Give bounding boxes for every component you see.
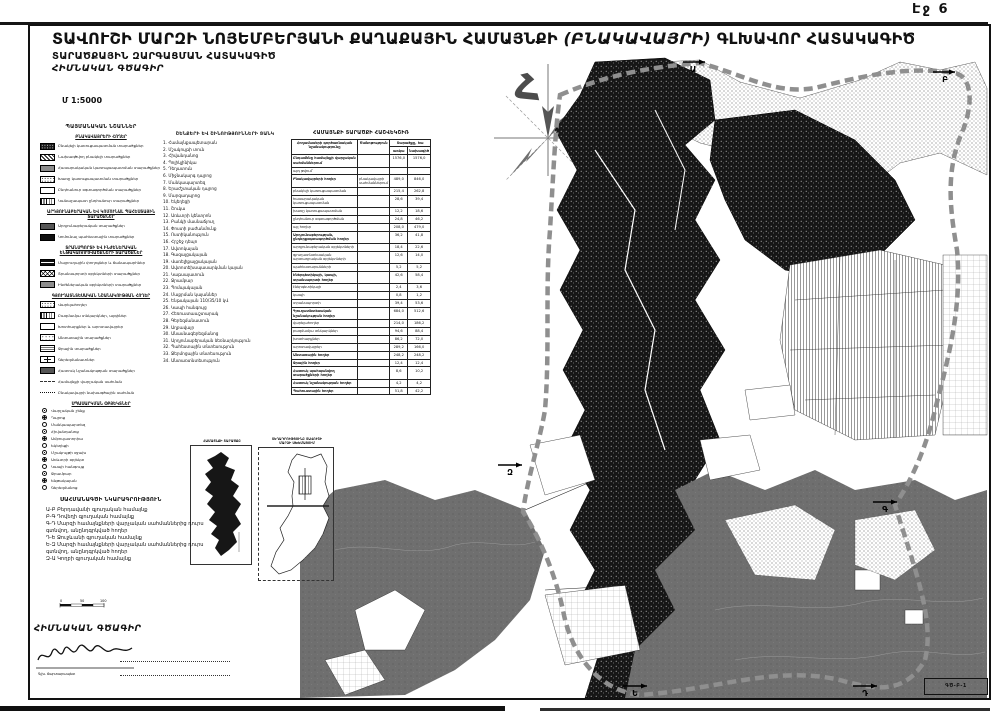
marz-outline xyxy=(259,448,331,578)
main-map xyxy=(295,50,990,698)
col-note: Ծանոթություն xyxy=(358,139,390,155)
table-cell-existing: 489,0 xyxy=(390,175,408,187)
object-line: 6. Միջնակարգ դպրոց xyxy=(163,172,212,178)
legend-item-label: Մանկապարտեզ xyxy=(51,421,86,427)
legend-section-header: ՏՐԱՆՍՊՈՐՏԻ ԵՎ ԻՆԺԵՆԵՐԱԿԱՆ ԵՆԹԱԿԱՌՈՒՑՎԱԾՔՆԵՐԻ ՏԱՐԱԾՔՆԵՐ xyxy=(59,245,143,256)
table-cell-label: այլ հողեր xyxy=(292,223,358,231)
svg-text:Ե: Ե xyxy=(632,689,638,698)
table-title: ՀԱՄԱՅՆՔԻ ՏԱՐԱԾՔԻ ՀԱՇՎԵԿՇԻՌ xyxy=(313,130,409,136)
object-line: 5. Դեղատուն xyxy=(163,166,193,172)
svg-text:Ա: Ա xyxy=(689,65,697,74)
legend-item-label: Կոմունալ պահեստային տարածքներ xyxy=(58,234,135,240)
table-cell-design: 72,0 xyxy=(408,335,431,343)
legend-swatch-stipple-icon xyxy=(40,334,55,341)
legend-item-label: Հասարակական կառուցապատման տարածքներ xyxy=(58,165,160,171)
legend-swatch-wave-icon xyxy=(40,345,55,352)
table-cell-existing: 36,2 xyxy=(390,231,408,243)
legend-item-label: Բազմամյա տնկարկներ, այգիներ xyxy=(58,312,127,318)
col-existing: առկա xyxy=(390,147,408,155)
legend-item-label: Համայնքի վարչական սահման xyxy=(58,378,123,384)
table-cell-label: բնակելի կառուցապատման xyxy=(292,187,358,195)
table-cell-label: Անտառային հողեր xyxy=(292,351,358,359)
legend-item xyxy=(40,376,162,387)
col-label: Հողամասերի գործառնական նշանակությունը xyxy=(292,139,358,155)
legend-item-label: Ենթակայան xyxy=(51,477,77,483)
legend-item xyxy=(40,387,162,398)
object-line: 23. Պոմպակայան xyxy=(163,285,203,291)
legend xyxy=(40,124,162,491)
object-line: 7. Մանկապարտեզ xyxy=(163,179,206,185)
signature-line-1 xyxy=(120,660,230,662)
object-line: 30. Անասնագերեզմանոց xyxy=(163,331,219,337)
legend-item-label: Նախագծվող բնակելի տարածքներ xyxy=(58,154,131,160)
legend-swatch-hatchv-icon xyxy=(40,312,55,319)
table-cell-label: Արդյունաբերության, ընդերքօգտագործման հողեր xyxy=(292,231,358,243)
table-cell-design: 1576,0 xyxy=(408,155,431,167)
field-parcel xyxy=(700,435,760,480)
legend-circle-icon xyxy=(42,415,47,420)
legend-swatch-dots-icon xyxy=(40,176,55,183)
table-cell-note: բնակավայրի սահմաններում xyxy=(358,175,390,187)
legend-item-label: Առևտրի օբյեկտ xyxy=(51,456,85,462)
table-cell-existing: 42,6 xyxy=(390,271,408,283)
legend-circle-icon xyxy=(42,436,47,441)
table-cell-label: խոտհարքներ xyxy=(292,335,358,343)
legend-circle-item xyxy=(40,477,162,484)
field-parcel xyxy=(745,385,795,420)
svg-text:Զ: Զ xyxy=(507,468,513,477)
legend-item xyxy=(40,196,162,207)
field-parcel xyxy=(545,585,640,665)
boundary-item: Զ-Ա Կողբի գյուղական համայնք xyxy=(46,555,132,562)
legend-circle-icon xyxy=(42,422,47,427)
table-cell-existing: 2,4 xyxy=(390,284,408,292)
drawing-label: ՀԻՄՆԱԿԱՆ ԳԾԱԳԻՐ xyxy=(34,624,142,634)
object-line: 32. Պահեստային տնտեսություն xyxy=(163,344,235,350)
table-cell-design: 12,4 xyxy=(408,359,431,367)
table-cell-existing: 208,0 xyxy=(390,223,408,231)
table-cell-label: էներգետիկայի xyxy=(292,284,358,292)
legend-item-label: Կապի հանգույց xyxy=(51,463,85,469)
table-cell-existing: 5,2 xyxy=(390,264,408,272)
table-cell-existing: 289,2 xyxy=(390,343,408,351)
legend-circle-item xyxy=(40,407,162,414)
orchard-parcels xyxy=(780,250,955,440)
table-cell-label: գյուղատնտեսական արտադրական օբյեկտների xyxy=(292,251,358,263)
legend-item xyxy=(40,232,162,243)
legend-section-header: ՍՊԱՍԱՐԿՄԱՆ ՕԲՅԵԿՏՆԵՐ xyxy=(71,400,131,406)
sheet-subtitle: ՏԱՐԱԾՔԱՅԻՆ ԶԱՐԳԱՑՄԱՆ ՀԱՏԱԿԱԳԻԾ xyxy=(52,51,276,62)
objects-list xyxy=(163,132,287,364)
svg-text:Բ: Բ xyxy=(942,75,948,84)
table-cell-existing: 12,2 xyxy=(390,207,408,215)
object-line: 17. Ավտոկայան xyxy=(163,245,199,251)
legend-swatch-dash-icon xyxy=(40,381,55,382)
table-cell-existing: 28,6 xyxy=(390,195,408,207)
page-number: Էջ 6 xyxy=(912,2,950,17)
legend-circle-icon xyxy=(42,457,47,462)
svg-text:100: 100 xyxy=(100,599,107,603)
table-cell-existing: 0,8 xyxy=(390,292,408,300)
object-line: 19. Վառելիքալցակայան xyxy=(163,258,217,264)
col-area: Տարածքը, հա xyxy=(390,139,431,147)
table-cell-design: 46,2 xyxy=(408,215,431,223)
object-line: 4. Պոլիկլինիկա xyxy=(163,159,197,165)
legend-swatch-gray-icon xyxy=(40,281,55,288)
object-line: 33. Ջերմոցային տնտեսություն xyxy=(163,351,232,356)
legend-section-header: ԲՆԱԿԱՎԱՅՐԵՐԻ ՀՈՂԵՐ xyxy=(75,134,127,139)
boundaries-header: ՍԱՀՄԱՆԱԳԾԻ ՆԿԱՐԱԳՐՈՒԹՅՈՒՆ xyxy=(60,497,162,503)
legend-circle-icon xyxy=(42,478,47,483)
table-cell-existing: 248,2 xyxy=(390,351,408,359)
scan-artifact xyxy=(0,706,505,711)
legend-item xyxy=(40,152,162,163)
boundary-descriptions xyxy=(46,497,218,563)
boundary-marker-z xyxy=(498,463,522,478)
legend-item-label: Արդյունաբերական տարածքներ xyxy=(58,223,125,229)
legend-item xyxy=(40,343,162,354)
legend-swatch-dots-icon xyxy=(40,301,55,308)
legend-item-label: Հիվանդանոց xyxy=(51,428,79,434)
object-line: 14. Փոստի բաժանմունք xyxy=(163,225,217,231)
legend-swatch-hatchd-icon xyxy=(40,154,55,161)
title-pre: ՏԱՎՈՒՇԻ ՄԱՐԶԻ ՆՈՅԵՄԲԵՐՅԱՆԻ ՔԱՂԱՔԱՅԻՆ ՀԱՄԱՅՆՔԻ xyxy=(52,29,564,48)
legend-circle-item xyxy=(40,442,162,449)
inset-marz-title-2: ՄԱՐԶԻ ՍԽԵՄԱՅՈՒՄ xyxy=(279,440,315,445)
legend-section-header: ԱՐԴՅՈՒՆԱԲԵՐԱԿԱՆ ԵՎ ԿՈՄՈՒՆԱԼ ՊԱՀԵՍՏԱՅԻՆ ՏԱՐԱԾՔՆԵՐ xyxy=(46,209,156,220)
object-line: 24. Մաքրման կայաններ xyxy=(163,291,217,297)
legend-circle-item xyxy=(40,428,162,435)
legend-circle-item xyxy=(40,414,162,421)
table-cell-design: 166,0 xyxy=(408,343,431,351)
signature-caption: Գլխ. ճարտարապետ xyxy=(38,672,76,676)
table-cell-label: արդյունաբերական օբյեկտների xyxy=(292,243,358,251)
legend-item-label: Խառը կառուցապատման տարածքներ xyxy=(58,176,139,182)
table-cell-design: 5,2 xyxy=(408,264,431,272)
table-cell-existing: 215,4 xyxy=(390,187,408,195)
table-cell-label: ընդհանուր օգտագործման xyxy=(292,215,358,223)
signature-line-2 xyxy=(120,671,230,676)
legend-item-label: Գերեզմանատներ xyxy=(58,356,95,362)
svg-text:Դ: Դ xyxy=(862,689,868,698)
table-cell-existing: 8,6 xyxy=(390,367,408,379)
inset-community-title: ՀԱՄԱՅՆՔԻ ՏԱՐԱԾՔԸ xyxy=(203,439,241,443)
legend-item-label: Մայրուղային փողոցներ և ճանապարհներ xyxy=(58,259,146,265)
title-post: ԳԼԽԱՎՈՐ ՀԱՏԱԿԱԳԻԾ xyxy=(710,29,916,48)
object-line: 10. Եկեղեցի xyxy=(163,199,190,205)
table-cell-design: 58,4 xyxy=(408,271,431,283)
object-line: 16. Հրշեջ դեպո xyxy=(163,238,198,244)
legend-title: ՊԱՅՄԱՆԱԿԱՆ ՆՇԱՆՆԵՐ xyxy=(65,124,137,130)
legend-list xyxy=(40,134,162,491)
legend-circle-item xyxy=(40,435,162,442)
objects-header: ՇԵՆՔԵՐԻ ԵՎ ՇԻՆՈՒԹՅՈՒՆՆԵՐԻ ՑԱՆԿ xyxy=(175,132,275,137)
legend-item xyxy=(40,321,162,332)
table-cell-existing: 51,8 xyxy=(390,387,408,395)
legend-circle-item xyxy=(40,456,162,463)
table-cell-design: 186,2 xyxy=(408,320,431,328)
table-cell-existing: 86,2 xyxy=(390,335,408,343)
table-cell-design: 4,2 xyxy=(408,379,431,387)
table-cell-design: 41,8 xyxy=(408,231,431,243)
legend-section-header: ԳՅՈՒՂԱՏՆՏԵՍԱԿԱՆ ՆՇԱՆԱԿՈՒԹՅԱՆ ՀՈՂԵՐ xyxy=(51,292,151,298)
legend-item-label: Անտառային տարածքներ xyxy=(58,334,111,340)
table-cell-design: 53,6 xyxy=(408,300,431,308)
legend-item-label: Ընդհանուր օգտագործման տարածքներ xyxy=(58,187,141,193)
object-line: 13. Բանկի մասնաճյուղ xyxy=(163,219,215,225)
table-cell-design: 1,2 xyxy=(408,292,431,300)
object-line: 18. Գազալցակայան xyxy=(163,252,208,258)
legend-item xyxy=(40,332,162,343)
scan-artifact xyxy=(540,708,990,711)
table-cell-label: խառը կառուցապատման xyxy=(292,207,358,215)
legend-item-label: Եկեղեցի xyxy=(51,442,69,448)
object-line: 25. Ենթակայան 110/35/10 կՎ xyxy=(163,298,229,304)
legend-item-label: Գերեզմանոց xyxy=(51,484,78,490)
table-cell-label: Էներգետիկայի, կապի, տրանսպորտի հողեր xyxy=(292,271,358,283)
object-line: 9. Մարզադպրոց xyxy=(163,192,200,198)
object-line: 26. Կապի հանգույց xyxy=(163,304,207,310)
legend-swatch-hatchx-icon xyxy=(40,270,55,277)
table-cell-label: Հատուկ նշանակության հողեր xyxy=(292,379,358,387)
table-cell-label: արոտավայրեր xyxy=(292,343,358,351)
table-cell-existing: 214,0 xyxy=(390,320,408,328)
legend-item-label: Տրանսպորտի օբյեկտների տարածքներ xyxy=(58,270,140,276)
table-cell-label: վարելահողեր xyxy=(292,320,358,328)
legend-item-label: Հատուկ նշանակության տարածքներ xyxy=(58,367,135,373)
sheet-code: ԳԾ-Բ-1 xyxy=(924,678,988,695)
table-cell-label: Ջրային հողեր xyxy=(292,359,358,367)
legend-swatch-white-icon xyxy=(40,323,55,330)
legend-circle-icon xyxy=(42,429,47,434)
object-line: 27. Հեռուստաաշտարակ xyxy=(163,311,219,317)
legend-item-label: Ամբուլատորիա xyxy=(51,435,83,441)
table-cell-existing: 4,2 xyxy=(390,379,408,387)
legend-swatch-gray-icon xyxy=(40,165,55,172)
legend-circle-icon xyxy=(42,450,47,455)
legend-item xyxy=(40,354,162,365)
table-cell-existing: 684,0 xyxy=(390,307,408,319)
scale-label: Մ 1:5000 xyxy=(62,96,103,105)
legend-circle-icon xyxy=(42,408,47,413)
table-cell-existing: 39,4 xyxy=(390,300,408,308)
legend-item-label: Դպրոց xyxy=(51,414,66,420)
legend-item-label: Ինժեներական օբյեկտների տարածքներ xyxy=(58,281,142,287)
table-cell-existing: 94,6 xyxy=(390,328,408,336)
table-cell-design: 22,6 xyxy=(408,243,431,251)
legend-circle-icon xyxy=(42,464,47,469)
object-line: 12. Առևտրի կենտրոն xyxy=(163,212,212,218)
boundary-item: Բ-Գ Դովեղի գյուղական համայնք xyxy=(46,514,135,521)
legend-item xyxy=(40,310,162,321)
table-cell-existing: 12,4 xyxy=(390,359,408,367)
table-cell-label: Հատուկ պահպանվող տարածքների հողեր xyxy=(292,367,358,379)
legend-item xyxy=(40,299,162,310)
table-cell-label: հասարակական կառուցապատման xyxy=(292,195,358,207)
scale-bar xyxy=(58,598,118,612)
object-line: 22. Ջրամբար xyxy=(163,278,193,284)
object-line: 1. Համայնքապետարան xyxy=(163,140,217,145)
object-line: 11. Շուկա xyxy=(163,205,186,211)
table-cell-label: կապի xyxy=(292,292,358,300)
col-design: նախագիծ xyxy=(408,147,431,155)
boundaries-body xyxy=(46,507,218,562)
legend-item xyxy=(40,365,162,376)
field-parcel xyxy=(905,610,923,624)
legend-item-label: Վարելահողեր xyxy=(58,301,87,307)
legend-circle-item xyxy=(40,484,162,491)
object-line: 29. Աղբավայր xyxy=(163,324,195,330)
legend-item xyxy=(40,163,162,174)
table-cell-design: 479,0 xyxy=(408,223,431,231)
table-cell-label: Գյուղատնտեսական նշանակության հողեր xyxy=(292,307,358,319)
object-line: 20. Ավտոտեխսպասարկման կայան xyxy=(163,265,243,271)
legend-circle-item xyxy=(40,470,162,477)
legend-swatch-urban-icon xyxy=(40,143,55,150)
boundary-item: Դ-Ե Ջուջևանի գյուղական համայնք xyxy=(46,534,143,541)
table-cell-label: այդ թվում՝ xyxy=(292,167,358,175)
table-cell-design: 512,6 xyxy=(408,307,431,319)
legend-circle-icon xyxy=(42,471,47,476)
legend-item xyxy=(40,185,162,196)
legend-circle-item xyxy=(40,449,162,456)
table-cell-label: Բնակավայրերի հողեր xyxy=(292,175,358,187)
svg-text:50: 50 xyxy=(80,599,85,603)
legend-item xyxy=(40,174,162,185)
table-cell-existing: 18,4 xyxy=(390,243,408,251)
legend-item xyxy=(40,268,162,279)
table-cell-existing: 1576,0 xyxy=(390,155,408,167)
legend-swatch-road-icon xyxy=(40,259,55,266)
object-line: 21. Կաթսայատուն xyxy=(163,271,205,277)
object-line: 2. Մշակույթի տուն xyxy=(163,146,205,152)
legend-circle-item xyxy=(40,421,162,428)
table-cell-design: 3,6 xyxy=(408,284,431,292)
legend-item xyxy=(40,221,162,232)
object-line: 15. Ոստիկանություն xyxy=(163,232,209,238)
svg-text:Գ: Գ xyxy=(882,505,888,514)
table-cell-label: Ընդամենը համայնքի վարչական սահմաններում xyxy=(292,155,358,167)
table-cell-existing: 24,8 xyxy=(390,215,408,223)
legend-circle-item xyxy=(40,463,162,470)
boundary-item: Ա-Բ Բերդավանի գյուղական համայնք xyxy=(46,507,148,513)
legend-item-label: Բնակելի կառուցապատման տարածքներ xyxy=(58,143,144,149)
legend-item-label: Բնակավայրի նախագծային սահման xyxy=(58,389,135,395)
table-cell-design: 248,2 xyxy=(408,351,431,359)
table-cell-design: 42,2 xyxy=(408,387,431,395)
object-line: 8. Երաժշտական դպրոց xyxy=(163,186,217,192)
svg-text:0: 0 xyxy=(60,599,63,603)
object-line: 28. Գերեզմանատուն xyxy=(163,318,210,324)
legend-item-label: Մշակույթի օջախ xyxy=(51,449,87,455)
object-line: 31. Արդյունաբերական ձեռնարկություն xyxy=(163,337,251,343)
legend-item xyxy=(40,257,162,268)
north-letter: Հ xyxy=(508,64,544,113)
inset-marz xyxy=(258,438,336,581)
legend-swatch-white-icon xyxy=(40,187,55,194)
sheet-title xyxy=(52,29,962,48)
legend-item-label: Ջրամբար xyxy=(51,470,72,476)
title-em: (ԲՆԱԿԱՎԱՅՐԻ) xyxy=(563,29,711,48)
table-cell-design: 18,6 xyxy=(408,207,431,215)
object-line: 34. Անտառտնտեսություն xyxy=(163,357,220,363)
legend-swatch-cross-icon xyxy=(40,356,55,363)
objects-body xyxy=(163,140,287,364)
table-cell-label: բազմամյա տնկարկներ xyxy=(292,328,358,336)
boundary-item: Գ-Դ Մարզի համայնքների վարչական սահմաններից դուրս գտնվող, անընդգրկված հողեր xyxy=(46,521,204,534)
legend-item-label: Ջրային տարածքներ xyxy=(58,345,101,351)
table-cell-label: պահեստարանների xyxy=(292,264,358,272)
legend-swatch-dash2-icon xyxy=(40,392,55,393)
table-cell-label: տրանսպորտի xyxy=(292,300,358,308)
sheet-subtitle2: ՀԻՄՆԱԿԱՆ ԳԾԱԳԻՐ xyxy=(52,64,164,74)
legend-swatch-hatchv-icon xyxy=(40,198,55,205)
table-cell-design: 88,4 xyxy=(408,328,431,336)
table-cell-design: 846,0 xyxy=(408,175,431,187)
table-cell-label: Պահուստային հողեր xyxy=(292,387,358,395)
table-cell-design: 14,0 xyxy=(408,251,431,263)
table-cell-design: 262,8 xyxy=(408,187,431,195)
table-cell-existing: 12,6 xyxy=(390,251,408,263)
boundary-item: Ե-Զ Մարզի համայնքների վարչական սահմաններից դուրս գտնվող, անընդգրկված հողեր xyxy=(46,542,204,555)
legend-circle-icon xyxy=(42,485,47,490)
legend-item xyxy=(40,279,162,290)
legend-swatch-graydark-icon xyxy=(40,367,55,374)
object-line: 3. Հիվանդանոց xyxy=(163,153,199,159)
legend-item-label: Խոտհարքներ և արոտավայրեր xyxy=(58,323,124,329)
table-cell-design: 39,4 xyxy=(408,195,431,207)
legend-item-label: Կանաչապատ ընդհանուր տարածքներ xyxy=(58,198,140,204)
legend-item xyxy=(40,141,162,152)
legend-circle-icon xyxy=(42,443,47,448)
inset-marz-title-1: ՏԵՂԱԴՐՈՒԹՅՈՒՆԸ ՏԱՎՈՒՇԻ xyxy=(271,437,323,441)
legend-item-label: Վարչական շենք xyxy=(51,407,85,413)
legend-swatch-graydark-icon xyxy=(40,223,55,230)
table-cell-design: 10,2 xyxy=(408,367,431,379)
legend-swatch-black-icon xyxy=(40,234,55,241)
